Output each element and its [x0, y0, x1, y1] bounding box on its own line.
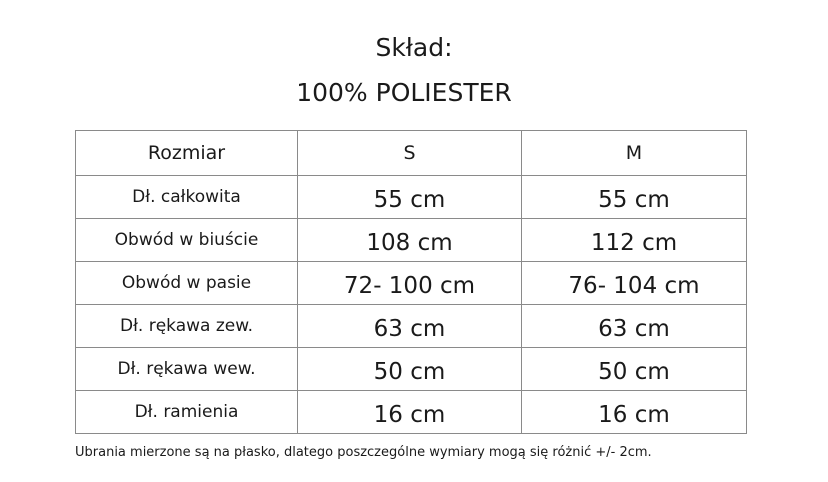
composition-material: 100% POLIESTER [296, 78, 512, 107]
table-row [76, 262, 747, 305]
header-s: S [298, 131, 522, 176]
table-row [76, 219, 747, 262]
row-label: Dł. rękawa zew. [76, 305, 298, 348]
value-s: 63 cm [298, 305, 522, 348]
measurement-note: Ubrania mierzone są na płasko, dlatego poszczególne wymiary mogą się różnić +/- 2cm. [75, 445, 652, 460]
value-s: 50 cm [298, 348, 522, 391]
table-row [76, 391, 747, 434]
value-s: 16 cm [298, 391, 522, 434]
value-s: 108 cm [298, 219, 522, 262]
table-row [76, 305, 747, 348]
value-m: 16 cm [522, 391, 747, 434]
row-label: Dł. ramienia [76, 391, 298, 434]
table-row [76, 348, 747, 391]
header-size: Rozmiar [76, 131, 298, 176]
value-m: 55 cm [522, 176, 747, 219]
table-row [76, 176, 747, 219]
row-label: Dł. całkowita [76, 176, 298, 219]
header-m: M [522, 131, 747, 176]
row-label: Obwód w biuście [76, 219, 298, 262]
row-label: Obwód w pasie [76, 262, 298, 305]
value-s: 55 cm [298, 176, 522, 219]
value-s: 72- 100 cm [298, 262, 522, 305]
table-header-row [76, 131, 747, 176]
row-label: Dł. rękawa wew. [76, 348, 298, 391]
composition-title: Skład: [375, 33, 453, 62]
value-m: 63 cm [522, 305, 747, 348]
size-table [75, 130, 747, 434]
value-m: 50 cm [522, 348, 747, 391]
value-m: 76- 104 cm [522, 262, 747, 305]
value-m: 112 cm [522, 219, 747, 262]
